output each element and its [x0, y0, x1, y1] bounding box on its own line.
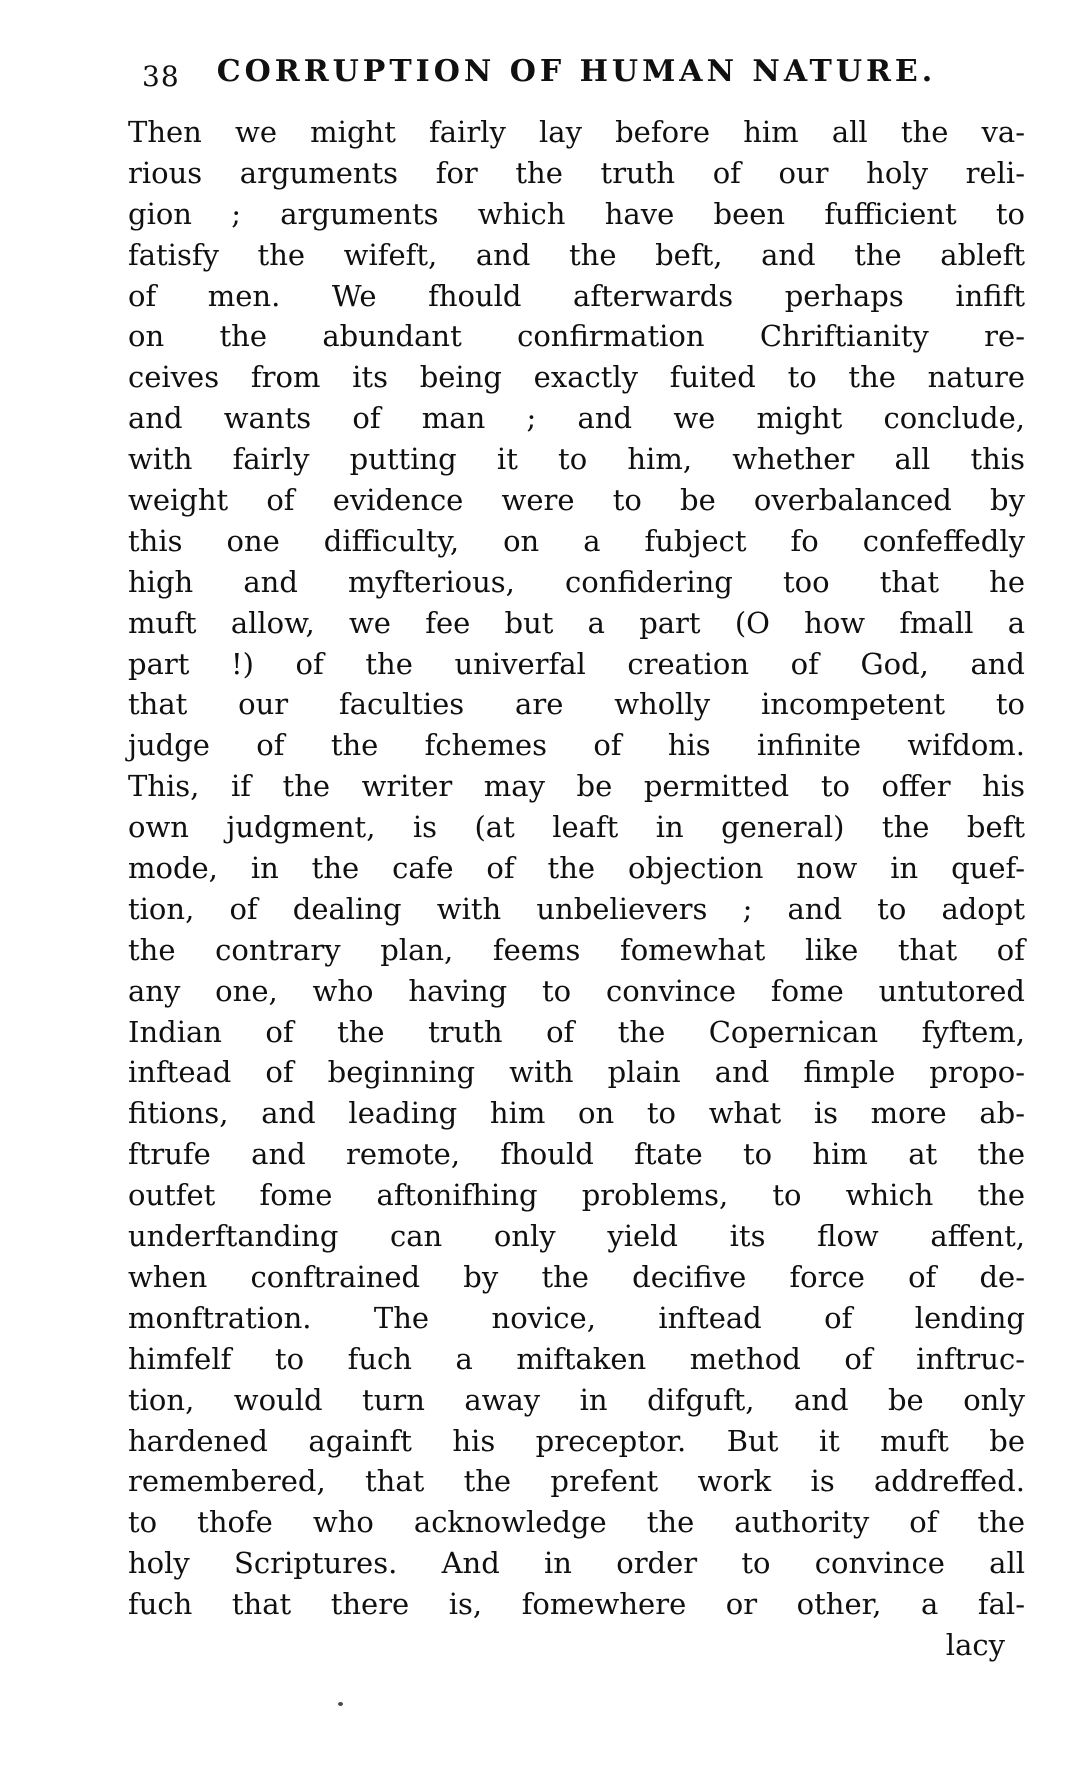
text-line: weight of evidence were to be overbalanced by — [128, 483, 1025, 518]
text-line: any one, who having to convince fome untutored — [128, 973, 1025, 1008]
text-line: that our faculties are wholly incompetent to — [128, 687, 1025, 722]
text-line: on the abundant confirmation Chriftianity re- — [128, 319, 1025, 354]
text-line: outfet fome aftonifhing problems, to which the — [128, 1178, 1025, 1213]
text-line: when conftrained by the decifive force of de- — [128, 1259, 1025, 1294]
text-line: underftanding can only yield its flow affent, — [128, 1219, 1025, 1254]
text-line: gion ; arguments which have been fufficient to — [128, 196, 1025, 231]
page-header — [128, 54, 1025, 96]
text-line: to thofe who acknowledge the authority of the — [128, 1505, 1025, 1540]
text-line: holy Scriptures. And in order to convince all — [128, 1546, 1025, 1581]
text-line: remembered, that the prefent work is addreffed. — [128, 1464, 1025, 1499]
page-number: 38 — [142, 60, 180, 93]
text-line: muft allow, we fee but a part (O how fmall a — [128, 605, 1025, 640]
text-line: with fairly putting it to him, whether all this — [128, 442, 1025, 477]
text-line: hardened againft his preceptor. But it muft be — [128, 1423, 1025, 1458]
text-line: tion, of dealing with unbelievers ; and to adopt — [128, 891, 1025, 926]
body-text — [128, 112, 1025, 1666]
text-line: ftrufe and remote, fhould ftate to him at the — [128, 1137, 1025, 1172]
text-line: of men. We fhould afterwards perhaps infift — [128, 278, 1025, 313]
text-line: fuch that there is, fomewhere or other, a fal- — [128, 1587, 1025, 1622]
text-line: Indian of the truth of the Copernican fyftem, — [128, 1014, 1025, 1049]
text-line: fatisfy the wifeft, and the beft, and the ableft — [128, 237, 1025, 272]
text-line: the contrary plan, feems fomewhat like that of — [128, 932, 1025, 967]
running-title: CORRUPTION OF HUMAN NATURE. — [216, 54, 937, 89]
text-line: this one difficulty, on a fubject fo confeffedly — [128, 523, 1025, 558]
text-line: and wants of man ; and we might conclude, — [128, 401, 1025, 436]
text-line: judge of the fchemes of his infinite wifdom. — [128, 728, 1025, 763]
ink-speck — [338, 1702, 343, 1706]
text-line: tion, would turn away in difguft, and be only — [128, 1382, 1025, 1417]
text-line: This, if the writer may be permitted to offer his — [128, 769, 1025, 804]
text-line: himfelf to fuch a miftaken method of inftruc- — [128, 1341, 1025, 1376]
catchword: lacy — [945, 1627, 1005, 1662]
text-line: mode, in the cafe of the objection now in quef- — [128, 851, 1025, 886]
text-line: monftration. The novice, inftead of lending — [128, 1300, 1025, 1335]
text-line: part !) of the univerfal creation of God, and — [128, 646, 1025, 681]
text-line: Then we might fairly lay before him all the va- — [128, 115, 1025, 149]
text-line: high and myfterious, confidering too that he — [128, 564, 1025, 599]
text-line: inftead of beginning with plain and fimple propo- — [128, 1055, 1025, 1090]
text-line: ceives from its being exactly fuited to the nature — [128, 360, 1025, 395]
text-line: rious arguments for the truth of our holy reli- — [128, 155, 1025, 190]
text-line: own judgment, is (at leaft in general) the beft — [128, 810, 1025, 845]
text-line: fitions, and leading him on to what is more ab- — [128, 1096, 1025, 1131]
catchword-row — [128, 1625, 1025, 1666]
